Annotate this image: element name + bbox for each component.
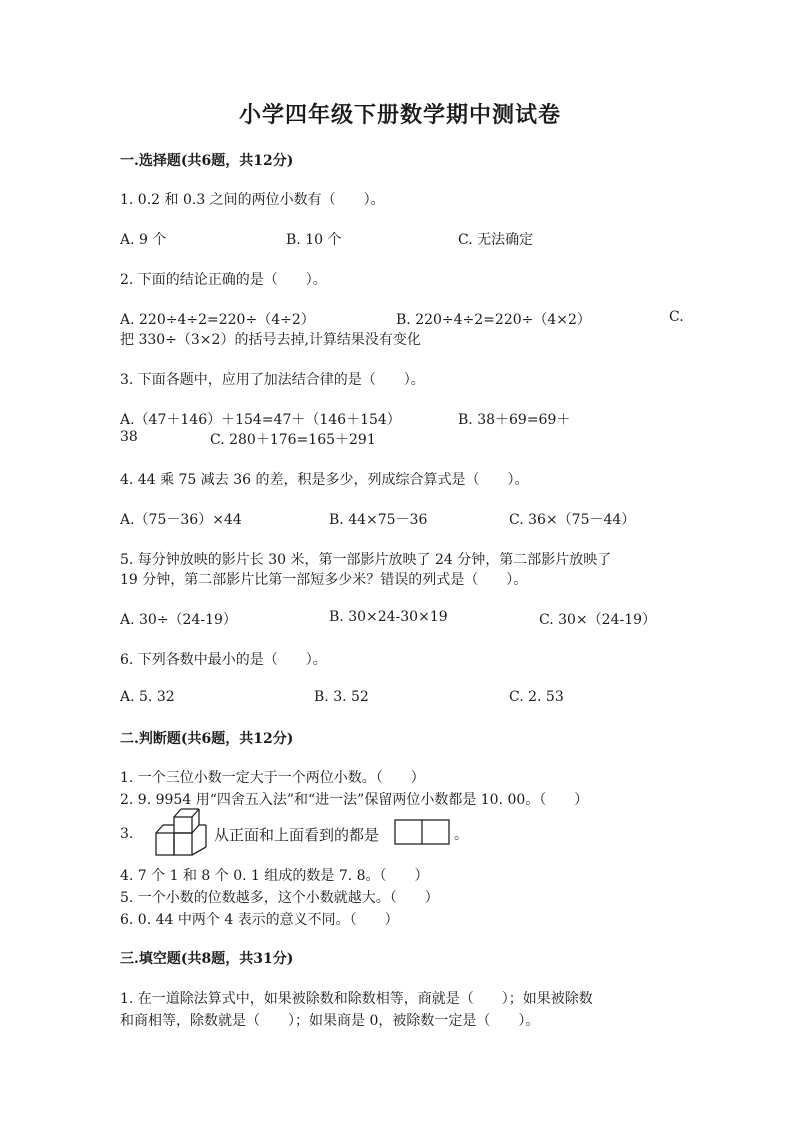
question-1-4: 4. 44 乘 75 减去 36 的差，积是多少，列成综合算式是（ ）。 — [120, 472, 529, 488]
option-1-2-a: A. 220÷4÷2=220÷（4÷2） — [120, 312, 315, 328]
option-1-6-b: B. 3. 52 — [314, 689, 369, 705]
view-shape-figure — [394, 819, 450, 845]
judgment-4: 4. 7 个 1 和 8 个 0. 1 组成的数是 7. 8。（ ） — [120, 868, 429, 884]
cube-stack-figure — [148, 807, 212, 859]
section-heading-choice: 一.选择题(共6题，共12分) — [120, 153, 294, 169]
option-1-3-a: A.（47＋146）＋154=47＋（146＋154） — [120, 412, 401, 428]
option-1-6-c: C. 2. 53 — [509, 689, 564, 705]
option-1-1-c: C. 无法确定 — [458, 232, 534, 248]
option-1-2-c-label: C. — [669, 309, 684, 325]
judgment-3-end: 。 — [454, 827, 468, 843]
fill-1-line1: 1. 在一道除法算式中，如果被除数和除数相等，商就是（ ）；如果被除数 — [120, 991, 593, 1007]
fill-1-line2: 和商相等，除数就是（ ）；如果商是 0，被除数一定是（ ）。 — [120, 1013, 540, 1029]
page-title: 小学四年级下册数学期中测试卷 — [238, 102, 561, 128]
judgment-1: 1. 一个三位小数一定大于一个两位小数。（ ） — [120, 770, 425, 786]
judgment-5: 5. 一个小数的位数越多，这个小数就越大。（ ） — [120, 890, 439, 906]
judgment-2: 2. 9. 9954 用“四舍五入法”和“进一法”保留两位小数都是 10. 00。（ ） — [120, 792, 589, 808]
question-1-5-line1: 5. 每分钟放映的影片长 30 米，第一部影片放映了 24 分钟，第二部影片放映了 — [120, 552, 612, 568]
option-1-1-b: B. 10 个 — [286, 232, 342, 248]
option-1-5-c: C. 30×（24-19） — [539, 612, 657, 628]
option-1-5-a: A. 30÷（24-19） — [120, 612, 237, 628]
option-1-4-c: C. 36×（75－44） — [509, 512, 636, 528]
section-heading-fill: 三.填空题(共8题，共31分) — [120, 951, 294, 967]
section-heading-judgment: 二.判断题(共6题，共12分) — [120, 731, 294, 747]
question-1-6: 6. 下列各数中最小的是（ ）。 — [120, 652, 327, 668]
option-1-5-b: B. 30×24-30×19 — [329, 609, 448, 625]
judgment-3-text: 从正面和上面看到的都是 — [214, 826, 380, 844]
judgment-3-number: 3. — [120, 826, 134, 842]
option-1-4-b: B. 44×75－36 — [329, 512, 428, 528]
question-1-5-line2: 19 分钟，第二部影片比第一部短多少米？错误的列式是（ ）。 — [120, 572, 528, 588]
question-1-3: 3. 下面各题中，应用了加法结合律的是（ ）。 — [120, 372, 425, 388]
option-1-2-c: 把 330÷（3×2）的括号去掉,计算结果没有变化 — [120, 332, 421, 348]
option-1-3-b-cont: 38 — [120, 429, 138, 445]
judgment-6: 6. 0. 44 中两个 4 表示的意义不同。（ ） — [120, 912, 399, 928]
option-1-4-a: A.（75－36）×44 — [120, 512, 242, 528]
question-1-2: 2. 下面的结论正确的是（ ）。 — [120, 272, 327, 288]
option-1-3-c: C. 280＋176=165＋291 — [210, 432, 376, 448]
option-1-6-a: A. 5. 32 — [120, 689, 175, 705]
question-1-1: 1. 0.2 和 0.3 之间的两位小数有（ ）。 — [120, 192, 385, 208]
option-1-1-a: A. 9 个 — [120, 232, 167, 248]
option-1-2-b: B. 220÷4÷2=220÷（4×2） — [396, 312, 591, 328]
option-1-3-b: B. 38＋69=69＋ — [458, 412, 571, 428]
